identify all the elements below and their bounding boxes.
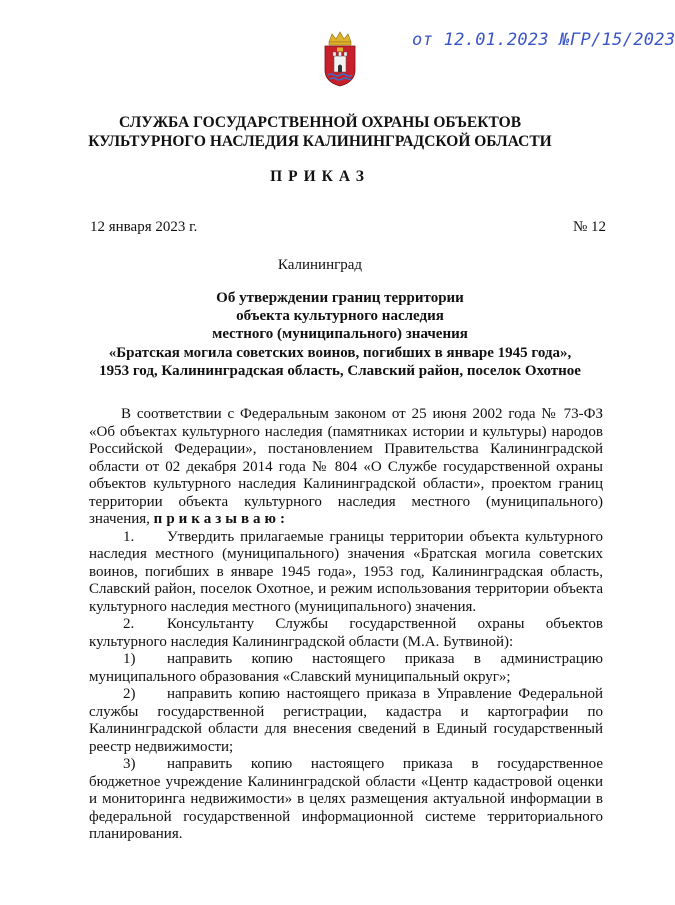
document-body bbox=[89, 406, 603, 844]
preamble-paragraph bbox=[89, 406, 603, 529]
subject-line-1: Об утверждении границ территории bbox=[216, 290, 464, 306]
sub-item-1 bbox=[89, 651, 603, 686]
sub-item-number: 3) bbox=[123, 756, 136, 772]
sub-item-3 bbox=[89, 756, 603, 844]
subject-line-2: объекта культурного наследия bbox=[236, 308, 444, 325]
document-date: 12 января 2023 г. bbox=[90, 219, 198, 235]
kaliningrad-coat-of-arms-icon bbox=[321, 30, 359, 88]
item-number: 1. bbox=[123, 528, 135, 545]
sub-item-number: 2) bbox=[123, 686, 136, 702]
subject-line-3: местного (муниципального) значения bbox=[212, 326, 468, 343]
order-word: приказываю: bbox=[153, 511, 290, 527]
organization-line-2: КУЛЬТУРНОГО НАСЛЕДИЯ КАЛИНИНГРАДСКОЙ ОБЛАСТИ bbox=[88, 133, 552, 150]
organization-name bbox=[60, 113, 580, 151]
handwritten-registration-number: от 12.01.2023 №ГР/15/2023 bbox=[412, 30, 675, 50]
document-subject bbox=[80, 289, 600, 380]
list-item-2 bbox=[89, 616, 603, 651]
preamble-text: В соответствии с Федеральным законом от 25 июня 2002 года № 73-ФЗ «Об объектах культурного наследия (памятниках истории и культуры) народов Российской Федерации», постановлением Правительства Калининградской области от 02 декабря 2014 года № 804 «О Службе государственной охраны объектов культурного наследия Калининградской области», проектом границ территории объекта культурного наследия местного (муниципального) значения, bbox=[89, 406, 603, 527]
sub-item-text: направить копию настоящего приказа в администрацию муниципального образования «Славский муниципальный округ»; bbox=[89, 651, 603, 685]
list-item-1 bbox=[89, 529, 603, 617]
sub-item-number: 1) bbox=[123, 651, 136, 667]
document-type-title: ПРИКАЗ bbox=[270, 168, 370, 185]
item-text: Утвердить прилагаемые границы территории объекта культурного наследия местного (муниципального) значения «Братская могила советских воинов, погибших в январе 1945 года», 1953 год, Калининградская область, Славский район, поселок Охотное, и режим использования территории объекта культурного наследия местного (муниципального) значения. bbox=[89, 528, 603, 615]
item-number: 2. bbox=[123, 616, 135, 632]
document-number: № 12 bbox=[572, 219, 606, 235]
subject-line-5: 1953 год, Калининградская область, Славский район, поселок Охотное bbox=[99, 362, 581, 379]
sub-item-2 bbox=[89, 686, 603, 756]
document-city: Калининград bbox=[277, 257, 363, 273]
item-text: Консультанту Службы государственной охраны объектов культурного наследия Калининградской области (М.А. Бутвиной): bbox=[89, 616, 603, 650]
organization-line-1: СЛУЖБА ГОСУДАРСТВЕННОЙ ОХРАНЫ ОБЪЕКТОВ bbox=[118, 114, 522, 131]
subject-line-4: «Братская могила советских воинов, погибших в январе 1945 года», bbox=[108, 344, 572, 361]
sub-item-text: направить копию настоящего приказа в Управление Федеральной службы государственной регистрации, кадастра и картографии по Калининградской области для внесения сведений в Единый государственный реестр недвижимости; bbox=[89, 686, 603, 755]
sub-item-text: направить копию настоящего приказа в государственное бюджетное учреждение Калининградской области «Центр кадастровой оценки и мониторинга недвижимости» в целях размещения актуальной информации в федеральной государственной информационной системе территориального планирования. bbox=[89, 756, 603, 842]
